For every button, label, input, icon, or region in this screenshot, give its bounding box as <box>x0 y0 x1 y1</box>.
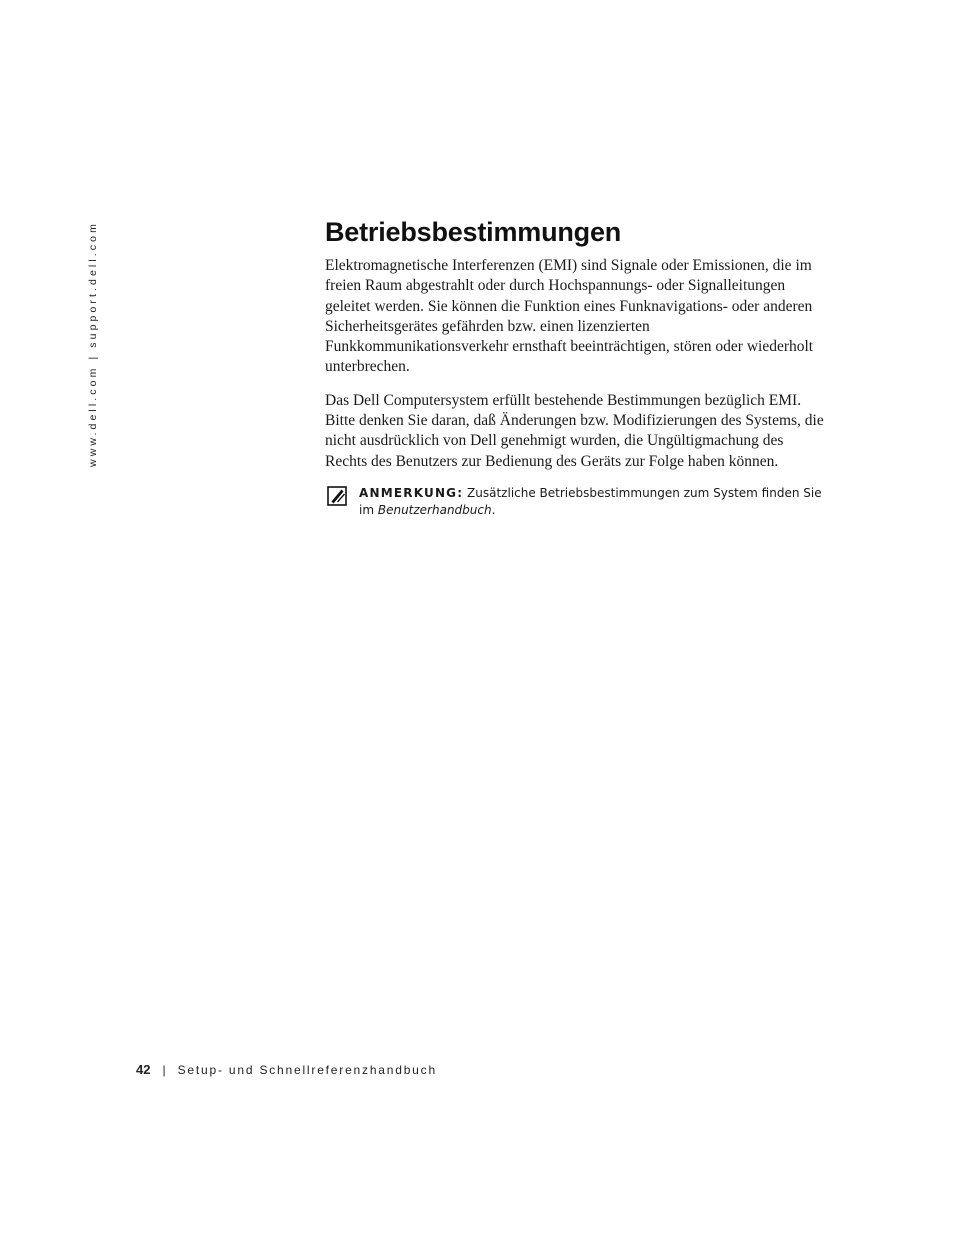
paragraph-emi: Elektromagnetische Interferenzen (EMI) sind Signale oder Emissionen, die im freien Raum abgestrahlt oder durch Hochspannungs- oder Signalleitungen geleitet werden. Sie können die Funktion eines Funknavigations- oder anderen Sicherheitsgerätes gefährden bzw. einen lizenzierten Funkkommunikationsverkehr ernsthaft beeinträchtigen, stören oder wiederholt unterbrechen. <box>325 257 814 376</box>
note-box <box>325 485 825 519</box>
page-footer <box>136 1062 437 1077</box>
footer-title: Setup- und Schnellreferenzhandbuch <box>177 1063 437 1077</box>
note-end: . <box>491 502 496 517</box>
page-heading: Betriebsbestimmungen <box>325 217 622 247</box>
paragraph-dell-system: Das Dell Computersystem erfüllt bestehende Bestimmungen bezüglich EMI. Bitte denken Sie daran, daß Änderungen bzw. Modifizierungen des Systems, die nicht ausdrücklich von Dell genehmigt wurden, die Ungültigmachung des Rechts des Benutzers zur Bedienung des Geräts zur Folge haben können. <box>325 391 824 470</box>
note-pencil-icon <box>327 486 347 506</box>
side-url-container <box>86 221 100 467</box>
footer-separator: | <box>162 1063 166 1077</box>
side-url-text: www.dell.com | support.dell.com <box>87 221 100 467</box>
note-text: Zusätzliche Betriebsbestimmungen zum System finden Sie im <box>359 485 822 517</box>
note-label: ANMERKUNG: <box>359 485 464 500</box>
main-content <box>325 214 825 519</box>
page-number: 42 <box>136 1062 151 1077</box>
note-manual-name: Benutzerhandbuch <box>377 502 492 517</box>
